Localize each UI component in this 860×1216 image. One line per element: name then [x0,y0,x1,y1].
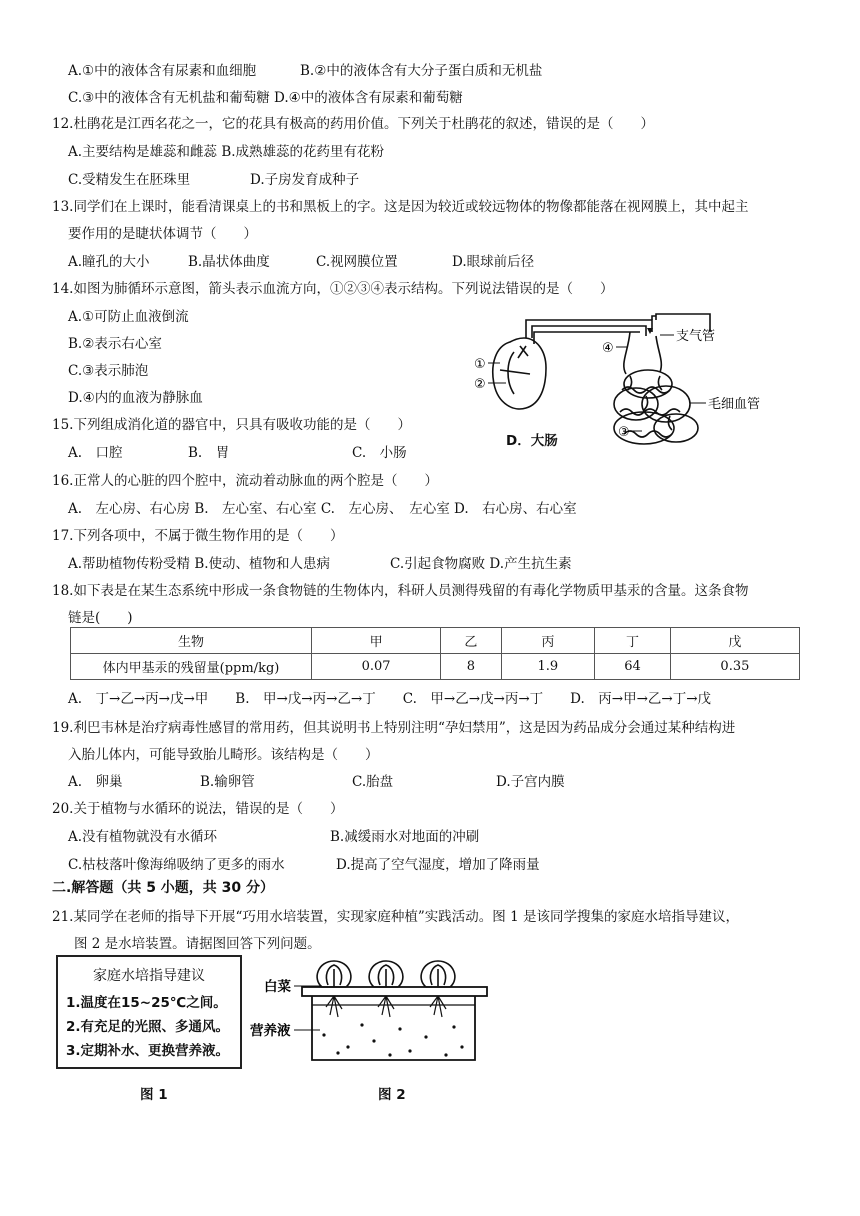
q20-option-b: B.减缓雨水对地面的冲刷 [330,829,480,845]
q20-option-c: C.枯枝落叶像海绵吸纳了更多的雨水 [68,857,285,873]
nutrient-dots [322,1023,463,1056]
label-3: ③ [618,425,630,440]
q19-option-d: D.子宫内膜 [496,774,565,790]
hydroponic-tips-box [56,955,242,1069]
cabbage-plant-2 [369,961,403,987]
section-title: 二.解答题（共 5 小题，共 30 分） [52,880,275,896]
roots [326,996,446,1017]
q19-option-c: C.胎盘 [352,774,394,790]
hydroponic-device-figure [250,955,500,1070]
capillary-label: 毛细血管 [708,397,761,412]
tips-title: 家庭水培指导建议 [93,968,205,984]
q12-option-d: D.子房发育成种子 [250,172,360,188]
q14-option-a: A.①可防止血液倒流 [68,309,189,325]
table-header-row [71,628,800,654]
mercury-table [70,627,800,680]
q20-option-d: D.提高了空气湿度，增加了降雨量 [336,857,540,873]
q17-stem: 17.下列各项中，不属于微生物作用的是（ ） [52,528,344,544]
q19-stem-line1: 19.利巴韦林是治疗病毒性感冒的常用药，但其说明书上特别注明“孕妇禁用”，这是因为药品成分会通过某种结构进 [52,720,736,736]
floating-board [302,987,487,996]
q12-stem: 12.杜鹃花是江西名花之一，它的花具有极高的药用价值。下列关于杜鹃花的叙述，错误的是（ ） [52,116,654,132]
table-cell: 体内甲基汞的残留量(ppm/kg) [71,654,312,680]
q12-option-ab: A.主要结构是雄蕊和雌蕊 B.成熟雄蕊的花药里有花粉 [68,144,385,160]
table-cell: 甲 [312,628,441,654]
table-cell: 64 [595,654,671,680]
q16-stem: 16.正常人的心脏的四个腔中，流动着动脉血的两个腔是（ ） [52,473,438,489]
cabbage-plant-3 [421,961,455,987]
heart-shape [493,338,546,409]
pulmonary-circulation-figure [470,312,800,452]
q21-stem-line2: 图 2 是水培装置。请据图回答下列问题。 [74,936,321,952]
cabbage-plant-1 [317,961,351,987]
table-cell: 丁 [595,628,671,654]
cabbage-label: 白菜 [264,979,291,995]
table-row [71,654,800,680]
table-cell: 1.9 [501,654,595,680]
q20-stem: 20.关于植物与水循环的说法，错误的是（ ） [52,801,344,817]
q16-options: A. 左心房、右心房 B. 左心室、右心室 C. 左心房、 左心室 D. 右心房、右心室 [68,501,577,517]
q13-stem-line2: 要作用的是睫状体调节（ ） [68,226,257,242]
trachea-label: 支气管 [676,329,716,344]
q14-option-d: D.④内的血液为静脉血 [68,390,203,406]
q19-stem-line2: 入胎儿体内，可能导致胎儿畸形。该结构是（ ） [68,747,379,763]
q15-option-b: B. 胃 [188,445,230,461]
label-1: ① [474,357,486,372]
q13-option-d: D.眼球前后径 [452,254,535,270]
q12-option-c: C.受精发生在胚珠里 [68,172,191,188]
q15-option-c: C. 小肠 [352,445,407,461]
solution-label: 营养液 [250,1023,291,1039]
label-2: ② [474,377,486,392]
q14-stem: 14.如图为肺循环示意图，箭头表示血流方向，①②③④表示结构。下列说法错误的是（ ） [52,281,614,297]
table-cell: 丙 [501,628,595,654]
q15-stem: 15.下列组成消化道的器官中，只具有吸收功能的是（ ） [52,417,411,433]
label-4: ④ [602,341,614,356]
q11-option-b: B.②中的液体含有大分子蛋白质和无机盐 [300,63,543,79]
q11-option-a: A.①中的液体含有尿素和血细胞 [68,63,257,79]
q20-option-a: A.没有植物就没有水循环 [68,829,218,845]
table-cell: 0.35 [670,654,799,680]
tip-item-1: 1.温度在15~25℃之间。 [66,995,227,1011]
q17-option-cd: C.引起食物腐败 D.产生抗生素 [390,556,572,572]
tip-item-2: 2.有充足的光照、多通风。 [66,1019,230,1035]
q14-option-b: B.②表示右心室 [68,336,162,352]
q13-stem-line1: 13.同学们在上课时，能看清课桌上的书和黑板上的字。这是因为较近或较远物体的物像都能落在视网膜上，其中起主 [52,199,749,215]
figure-1-caption: 图 1 [140,1087,168,1103]
table-cell: 戊 [670,628,799,654]
q14-option-c: C.③表示肺泡 [68,363,149,379]
q18-options: A. 丁→乙→丙→戊→甲 B. 甲→戊→丙→乙→丁 C. 甲→乙→戊→丙→丁 D. 丙→甲→乙→丁→戊 [68,691,712,707]
q13-option-b: B.晶状体曲度 [188,254,270,270]
q19-option-b: B.输卵管 [200,774,255,790]
table-cell: 生物 [71,628,312,654]
q13-option-a: A.瞳孔的大小 [68,254,150,270]
table-cell: 乙 [441,628,501,654]
q15-option-d: D．大肠 [506,433,558,449]
tip-item-3: 3.定期补水、更换营养液。 [66,1043,230,1059]
table-cell: 8 [441,654,501,680]
q21-stem-line1: 21.某同学在老师的指导下开展“巧用水培装置，实现家庭种植”实践活动。图 1 是该同学搜集的家庭水培指导建议， [52,909,739,925]
q15-option-a: A. 口腔 [68,445,123,461]
q11-option-cd: C.③中的液体含有无机盐和葡萄糖 D.④中的液体含有尿素和葡萄糖 [68,90,463,106]
q18-stem-line1: 18.如下表是在某生态系统中形成一条食物链的生物体内，科研人员测得残留的有毒化学物质甲基汞的含量。这条食物 [52,583,749,599]
q18-stem-line2: 链是( ) [68,610,133,626]
q19-option-a: A. 卵巢 [68,774,123,790]
figure-2-caption: 图 2 [378,1087,406,1103]
q17-option-ab: A.帮助植物传粉受精 B.使动、植物和人患病 [68,556,331,572]
table-cell: 0.07 [312,654,441,680]
q13-option-c: C.视网膜位置 [316,254,398,270]
